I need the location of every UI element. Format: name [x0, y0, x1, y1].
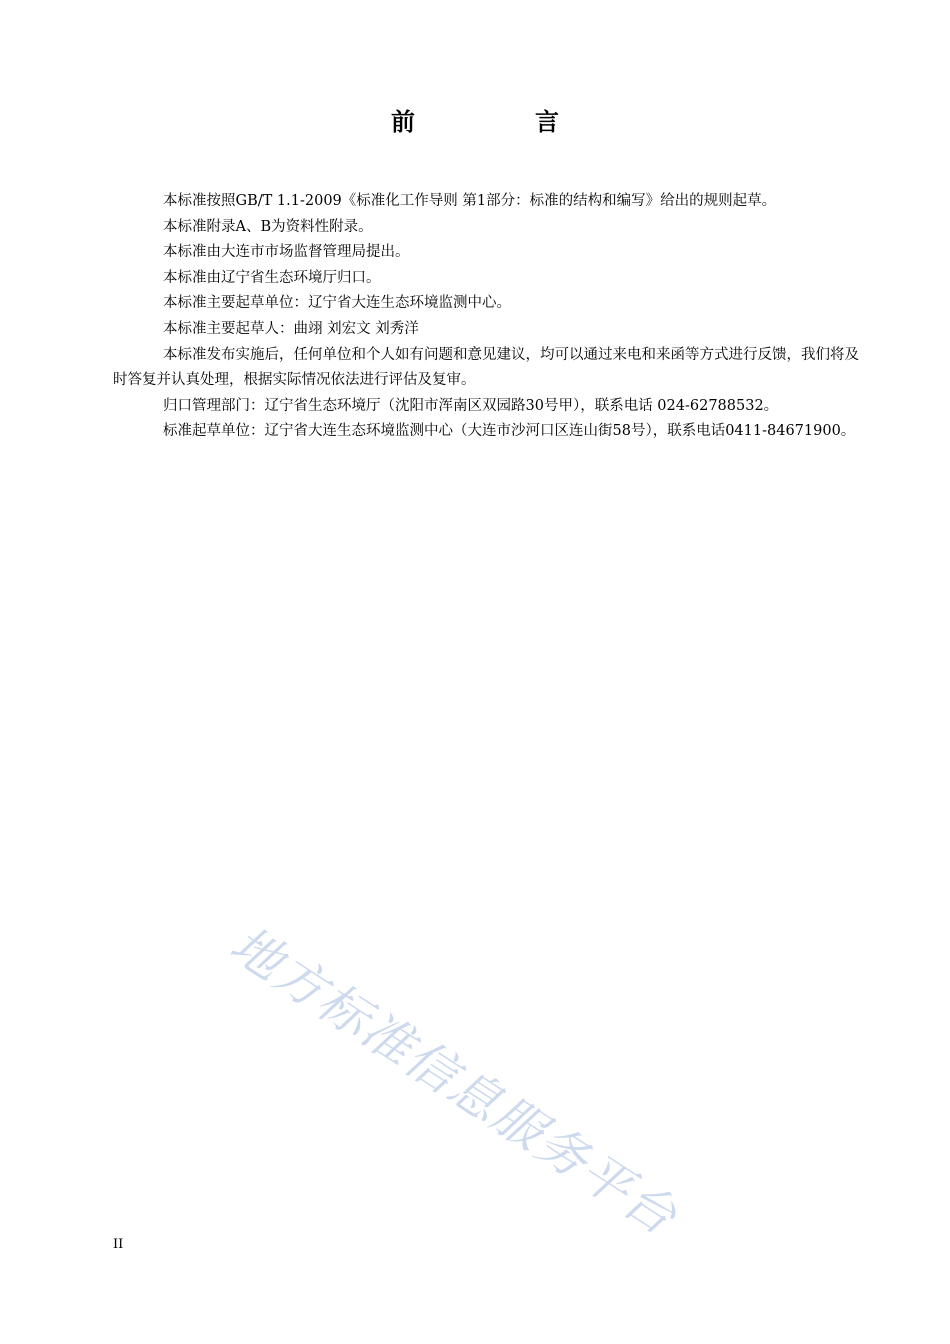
paragraph-drafters: 本标准主要起草人：曲翊 刘宏文 刘秀洋	[163, 320, 419, 337]
page-title: 前 言	[391, 108, 607, 136]
foreword-body	[113, 189, 859, 445]
watermark: 地方标准信息服务平台	[220, 915, 688, 1247]
paragraph-drafter-contact: 标准起草单位：辽宁省大连生态环境监测中心（大连市沙河口区连山街58号），联系电话0411-84671900。	[163, 423, 856, 440]
paragraph-administrator: 本标准由辽宁省生态环境厅归口。	[163, 269, 381, 286]
paragraph-feedback: 本标准发布实施后，任何单位和个人如有问题和意见建议，均可以通过来电和来函等方式进行反馈，我们将及时答复并认真处理，根据实际情况依法进行评估及复审。	[113, 346, 859, 389]
page-number: II	[113, 1237, 124, 1252]
paragraph-proposer: 本标准由大连市市场监督管理局提出。	[163, 244, 410, 261]
paragraph-drafting-unit: 本标准主要起草单位：辽宁省大连生态环境监测中心。	[163, 295, 511, 312]
paragraph-admin-contact: 归口管理部门：辽宁省生态环境厅（沈阳市浑南区双园路30号甲），联系电话 024-62788532。	[163, 397, 779, 414]
paragraph-appendix: 本标准附录A、B为资料性附录。	[163, 218, 373, 235]
paragraph-drafting-rules: 本标准按照GB/T 1.1-2009《标准化工作导则 第1部分：标准的结构和编写》给出的规则起草。	[163, 193, 777, 209]
